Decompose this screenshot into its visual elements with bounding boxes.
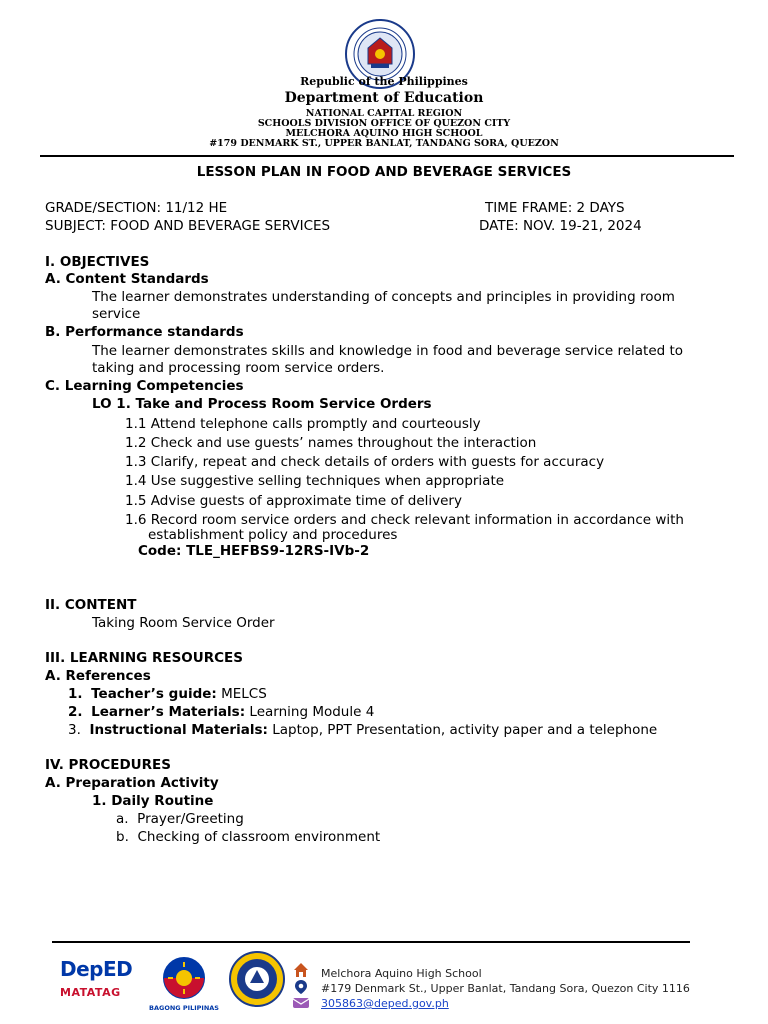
email-icon [292,996,310,1010]
header-republic: Republic of the Philippines [300,75,468,88]
competency-text: Clarify, repeat and check details of orders with guests for accuracy [150,454,605,470]
deped-matatag-logo [60,958,140,1008]
reference-num: 1. [68,686,83,702]
header-divider [40,155,734,157]
content-heading: II. CONTENT [45,597,137,613]
competency-code: Code: TLE_HEFBS9-12RS-IVb-2 [138,543,370,559]
competency-item [125,493,462,510]
bagong-pilipinas-icon [146,956,222,1000]
routine-item [116,829,380,846]
preparation-activity-heading: A. Preparation Activity [45,775,219,791]
footer-address: #179 Denmark St., Upper Banlat, Tandang Sora, Quezon City 1116 [321,982,690,995]
reference-value: Laptop, PPT Presentation, activity paper and a telephone [272,722,658,738]
learning-competencies-heading: C. Learning Competencies [45,378,244,394]
reference-item [68,722,657,739]
routine-letter: a. [116,811,129,827]
competency-num: 1.2 [125,435,147,451]
reference-label: Teacher’s guide: [91,686,217,702]
competency-item [125,416,481,433]
content-text: Taking Room Service Order [92,615,275,631]
competency-text: Check and use guests’ names throughout the interaction [150,435,537,451]
school-house-icon [292,961,310,979]
reference-label: Learner’s Materials: [91,704,246,720]
header-department: Department of Education [284,90,484,106]
daily-routine-heading: 1. Daily Routine [92,793,214,809]
competency-item [125,473,504,490]
competency-num: 1.1 [125,416,147,432]
routine-text: Prayer/Greeting [137,811,244,827]
bagong-pilipinas-text: BAGONG PILIPINAS [149,1004,219,1012]
competency-text: Record room service orders and check relevant information in accordance with [150,512,684,528]
reference-value: Learning Module 4 [249,704,375,720]
resources-heading: III. LEARNING RESOURCES [45,650,243,666]
competency-text: Use suggestive selling techniques when appropriate [150,473,505,489]
location-pin-icon [293,979,309,995]
competency-text: Attend telephone calls promptly and courteously [150,416,481,432]
routine-text: Checking of classroom environment [137,829,381,845]
routine-item [116,811,244,828]
deped-logo-text: DepED [60,957,133,981]
header-address: #179 DENMARK ST., UPPER BANLAT, TANDANG SORA, QUEZON [209,138,559,149]
footer-school-name: Melchora Aquino High School [321,967,482,980]
reference-label: Instructional Materials: [89,722,268,738]
subject: SUBJECT: FOOD AND BEVERAGE SERVICES [45,218,331,234]
grade-section: GRADE/SECTION: 11/12 HE [45,200,228,216]
reference-num: 2. [68,704,83,720]
routine-letter: b. [116,829,129,845]
competency-item-cont: establishment policy and procedures [148,527,398,543]
competency-num: 1.3 [125,454,147,470]
performance-standards-text-cont: taking and processing room service orders. [92,360,385,376]
time-frame: TIME FRAME: 2 DAYS [485,200,625,216]
competency-item [125,454,604,471]
content-standards-text: The learner demonstrates understanding of concepts and principles in providing room [92,289,675,305]
references-heading: A. References [45,668,151,684]
school-seal-logo [228,950,286,1008]
bagong-pilipinas-logo [146,956,222,1012]
content-standards-text-cont: service [92,306,141,322]
competency-num: 1.6 [125,512,147,528]
competency-item [125,435,536,452]
footer-divider [52,941,690,943]
header-school: MELCHORA AQUINO HIGH SCHOOL [285,128,483,139]
objectives-heading: I. OBJECTIVES [45,254,150,270]
competency-num: 1.4 [125,473,147,489]
date: DATE: NOV. 19-21, 2024 [479,218,642,234]
content-standards-heading: A. Content Standards [45,271,209,287]
reference-value: MELCS [221,686,267,702]
reference-num: 3. [68,722,81,738]
reference-item [68,686,267,703]
reference-item [68,704,374,721]
competency-text: Advise guests of approximate time of delivery [150,493,462,509]
header-division: SCHOOLS DIVISION OFFICE OF QUEZON CITY [257,118,511,129]
footer-email-link[interactable]: 305863@deped.gov.ph [321,997,449,1010]
header-region: NATIONAL CAPITAL REGION [305,108,463,119]
document-title: LESSON PLAN IN FOOD AND BEVERAGE SERVICES [196,164,572,180]
competency-num: 1.5 [125,493,147,509]
procedures-heading: IV. PROCEDURES [45,757,171,773]
performance-standards-text: The learner demonstrates skills and knowledge in food and beverage service related to [92,343,684,359]
performance-standards-heading: B. Performance standards [45,324,244,340]
matatag-text: MATATAG [60,986,121,999]
lo-heading: LO 1. Take and Process Room Service Orders [92,396,432,412]
